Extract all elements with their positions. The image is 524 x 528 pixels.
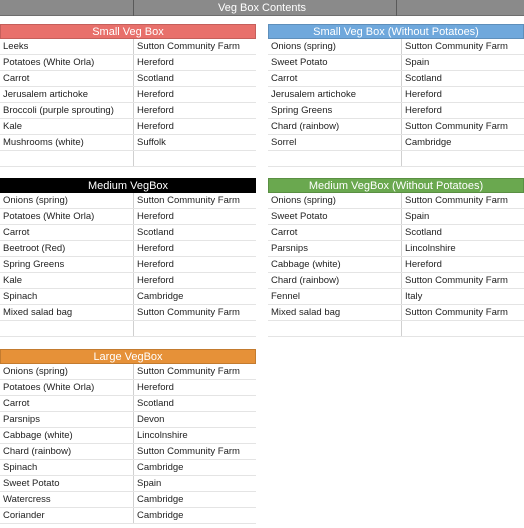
table-row xyxy=(268,321,524,337)
vegetable-cell[interactable]: Carrot xyxy=(0,396,134,411)
origin-cell[interactable]: Hereford xyxy=(405,89,442,100)
table-row xyxy=(0,119,256,135)
table-row xyxy=(0,380,256,396)
origin-cell[interactable]: Sutton Community Farm xyxy=(137,446,240,457)
table-row xyxy=(268,193,524,209)
vegetable-cell[interactable]: Mushrooms (white) xyxy=(0,135,134,150)
origin-cell[interactable]: Hereford xyxy=(137,243,174,254)
box-title: Small Veg Box xyxy=(0,24,256,39)
origin-cell[interactable]: Hereford xyxy=(137,275,174,286)
origin-cell[interactable] xyxy=(134,151,256,166)
vegetable-cell[interactable]: Leeks xyxy=(0,39,134,54)
table-row xyxy=(0,428,256,444)
table-row xyxy=(0,151,256,167)
table-row xyxy=(268,209,524,225)
origin-cell[interactable]: Scotland xyxy=(405,73,442,84)
origin-cell[interactable] xyxy=(402,321,524,336)
table-row xyxy=(0,444,256,460)
origin-cell[interactable]: Italy xyxy=(405,291,423,302)
vegetable-cell[interactable]: Kale xyxy=(0,273,134,288)
origin-cell[interactable]: Cambridge xyxy=(405,137,452,148)
table-row xyxy=(0,55,256,71)
vegetable-cell[interactable] xyxy=(268,151,402,166)
vegetable-cell[interactable] xyxy=(268,321,402,336)
vegetable-cell[interactable]: Spring Greens xyxy=(0,257,134,272)
origin-cell[interactable]: Scotland xyxy=(137,227,174,238)
vegetable-cell[interactable]: Chard (rainbow) xyxy=(268,273,402,288)
large-vegbox xyxy=(0,349,256,524)
vegetable-cell[interactable]: Jerusalem artichoke xyxy=(268,87,402,102)
table-row xyxy=(0,492,256,508)
medium-vegbox xyxy=(0,178,256,337)
origin-cell[interactable]: Spain xyxy=(405,211,430,222)
origin-cell[interactable]: Hereford xyxy=(405,105,442,116)
origin-cell[interactable]: Cambridge xyxy=(137,462,184,473)
vegetable-cell[interactable]: Chard (rainbow) xyxy=(268,119,402,134)
origin-cell[interactable]: Sutton Community Farm xyxy=(137,307,240,318)
table-row xyxy=(268,289,524,305)
origin-cell[interactable]: Scotland xyxy=(405,227,442,238)
origin-cell[interactable]: Lincolnshire xyxy=(137,430,188,441)
table-row xyxy=(0,193,256,209)
vegetable-cell[interactable]: Carrot xyxy=(0,225,134,240)
origin-cell[interactable]: Cambridge xyxy=(137,510,184,521)
table-row xyxy=(0,225,256,241)
box-title: Medium VegBox (Without Potatoes) xyxy=(268,178,524,193)
vegetable-cell[interactable]: Spring Greens xyxy=(268,103,402,118)
table-row xyxy=(0,321,256,337)
origin-cell[interactable]: Lincolnshire xyxy=(405,243,456,254)
origin-cell[interactable]: Cambridge xyxy=(137,494,184,505)
box-title: Large VegBox xyxy=(0,349,256,364)
vegetable-cell[interactable]: Cabbage (white) xyxy=(0,428,134,443)
table-row xyxy=(268,71,524,87)
origin-cell[interactable]: Hereford xyxy=(405,259,442,270)
origin-cell[interactable] xyxy=(402,151,524,166)
origin-cell[interactable]: Hereford xyxy=(137,259,174,270)
origin-cell[interactable]: Hereford xyxy=(137,89,174,100)
origin-cell[interactable]: Scotland xyxy=(137,398,174,409)
table-row xyxy=(0,39,256,55)
vegetable-cell[interactable]: Spinach xyxy=(0,460,134,475)
origin-cell[interactable]: Spain xyxy=(137,478,162,489)
origin-cell[interactable]: Scotland xyxy=(137,73,174,84)
table-row xyxy=(268,39,524,55)
table-row xyxy=(0,508,256,524)
table-row xyxy=(0,289,256,305)
table-row xyxy=(268,55,524,71)
small-veg-box xyxy=(0,24,256,167)
vegetable-cell[interactable]: Onions (spring) xyxy=(0,193,134,208)
vegetable-cell[interactable]: Jerusalem artichoke xyxy=(0,87,134,102)
table-row xyxy=(0,87,256,103)
vegetable-cell[interactable]: Carrot xyxy=(268,71,402,86)
table-row xyxy=(268,241,524,257)
vegetable-cell[interactable]: Parsnips xyxy=(268,241,402,256)
vegetable-cell[interactable]: Mixed salad bag xyxy=(268,305,402,320)
origin-cell[interactable]: Sutton Community Farm xyxy=(405,41,508,52)
box-title: Medium VegBox xyxy=(0,178,256,193)
vegetable-cell[interactable] xyxy=(0,151,134,166)
origin-cell[interactable]: Hereford xyxy=(137,57,174,68)
box-title: Small Veg Box (Without Potatoes) xyxy=(268,24,524,39)
vegetable-cell[interactable]: Carrot xyxy=(268,225,402,240)
table-row xyxy=(0,460,256,476)
table-row xyxy=(0,71,256,87)
table-row xyxy=(0,103,256,119)
origin-cell[interactable]: Sutton Community Farm xyxy=(137,41,240,52)
origin-cell[interactable]: Sutton Community Farm xyxy=(405,121,508,132)
vegetable-cell[interactable]: Chard (rainbow) xyxy=(0,444,134,459)
vegetable-cell[interactable]: Coriander xyxy=(0,508,134,523)
table-row xyxy=(0,476,256,492)
vegetable-cell[interactable]: Sweet Potato xyxy=(0,476,134,491)
origin-cell[interactable]: Sutton Community Farm xyxy=(405,195,508,206)
table-row xyxy=(0,241,256,257)
vegetable-cell[interactable]: Onions (spring) xyxy=(268,39,402,54)
origin-cell[interactable]: Hereford xyxy=(137,105,174,116)
vegetable-cell[interactable]: Watercress xyxy=(0,492,134,507)
vegetable-cell[interactable]: Cabbage (white) xyxy=(268,257,402,272)
vegetable-cell[interactable]: Mixed salad bag xyxy=(0,305,134,320)
vegetable-cell[interactable]: Sorrel xyxy=(268,135,402,150)
table-row xyxy=(0,412,256,428)
vegetable-cell[interactable]: Potatoes (White Orla) xyxy=(0,209,134,224)
vegetable-cell[interactable]: Kale xyxy=(0,119,134,134)
table-row xyxy=(268,103,524,119)
vegetable-cell[interactable]: Onions (spring) xyxy=(0,364,134,379)
vegetable-cell[interactable]: Potatoes (White Orla) xyxy=(0,55,134,70)
table-row xyxy=(268,257,524,273)
origin-cell[interactable]: Devon xyxy=(137,414,165,425)
origin-cell[interactable]: Sutton Community Farm xyxy=(405,275,508,286)
table-row xyxy=(0,209,256,225)
vegetable-cell[interactable]: Fennel xyxy=(268,289,402,304)
table-row xyxy=(268,135,524,151)
table-row xyxy=(268,305,524,321)
table-row xyxy=(268,151,524,167)
vegetable-cell[interactable]: Sweet Potato xyxy=(268,55,402,70)
table-row xyxy=(0,273,256,289)
origin-cell[interactable]: Sutton Community Farm xyxy=(137,366,240,377)
table-row xyxy=(0,305,256,321)
vegetable-cell[interactable]: Potatoes (White Orla) xyxy=(0,380,134,395)
vegetable-cell[interactable]: Beetroot (Red) xyxy=(0,241,134,256)
sheet-title-bar xyxy=(0,0,524,16)
table-row xyxy=(0,257,256,273)
sheet-title: Veg Box Contents xyxy=(217,2,307,14)
origin-cell[interactable]: Cambridge xyxy=(137,291,184,302)
table-row xyxy=(0,364,256,380)
table-row xyxy=(0,135,256,151)
origin-cell[interactable]: Suffolk xyxy=(137,137,166,148)
origin-cell[interactable]: Hereford xyxy=(137,121,174,132)
small-veg-box-without-potatoes xyxy=(268,24,524,167)
vegetable-cell[interactable]: Parsnips xyxy=(0,412,134,427)
origin-cell[interactable]: Hereford xyxy=(137,382,174,393)
table-row xyxy=(268,119,524,135)
table-row xyxy=(0,396,256,412)
table-row xyxy=(268,225,524,241)
vegetable-cell[interactable] xyxy=(0,321,134,336)
medium-vegbox-without-potatoes xyxy=(268,178,524,337)
vegetable-cell[interactable]: Sweet Potato xyxy=(268,209,402,224)
vegetable-cell[interactable]: Broccoli (purple sprouting) xyxy=(0,103,134,118)
origin-cell[interactable]: Sutton Community Farm xyxy=(405,307,508,318)
vegetable-cell[interactable]: Onions (spring) xyxy=(268,193,402,208)
origin-cell[interactable] xyxy=(134,321,256,336)
origin-cell[interactable]: Spain xyxy=(405,57,430,68)
vegetable-cell[interactable]: Carrot xyxy=(0,71,134,86)
table-row xyxy=(268,273,524,289)
origin-cell[interactable]: Hereford xyxy=(137,211,174,222)
vegetable-cell[interactable]: Spinach xyxy=(0,289,134,304)
origin-cell[interactable]: Sutton Community Farm xyxy=(137,195,240,206)
table-row xyxy=(268,87,524,103)
